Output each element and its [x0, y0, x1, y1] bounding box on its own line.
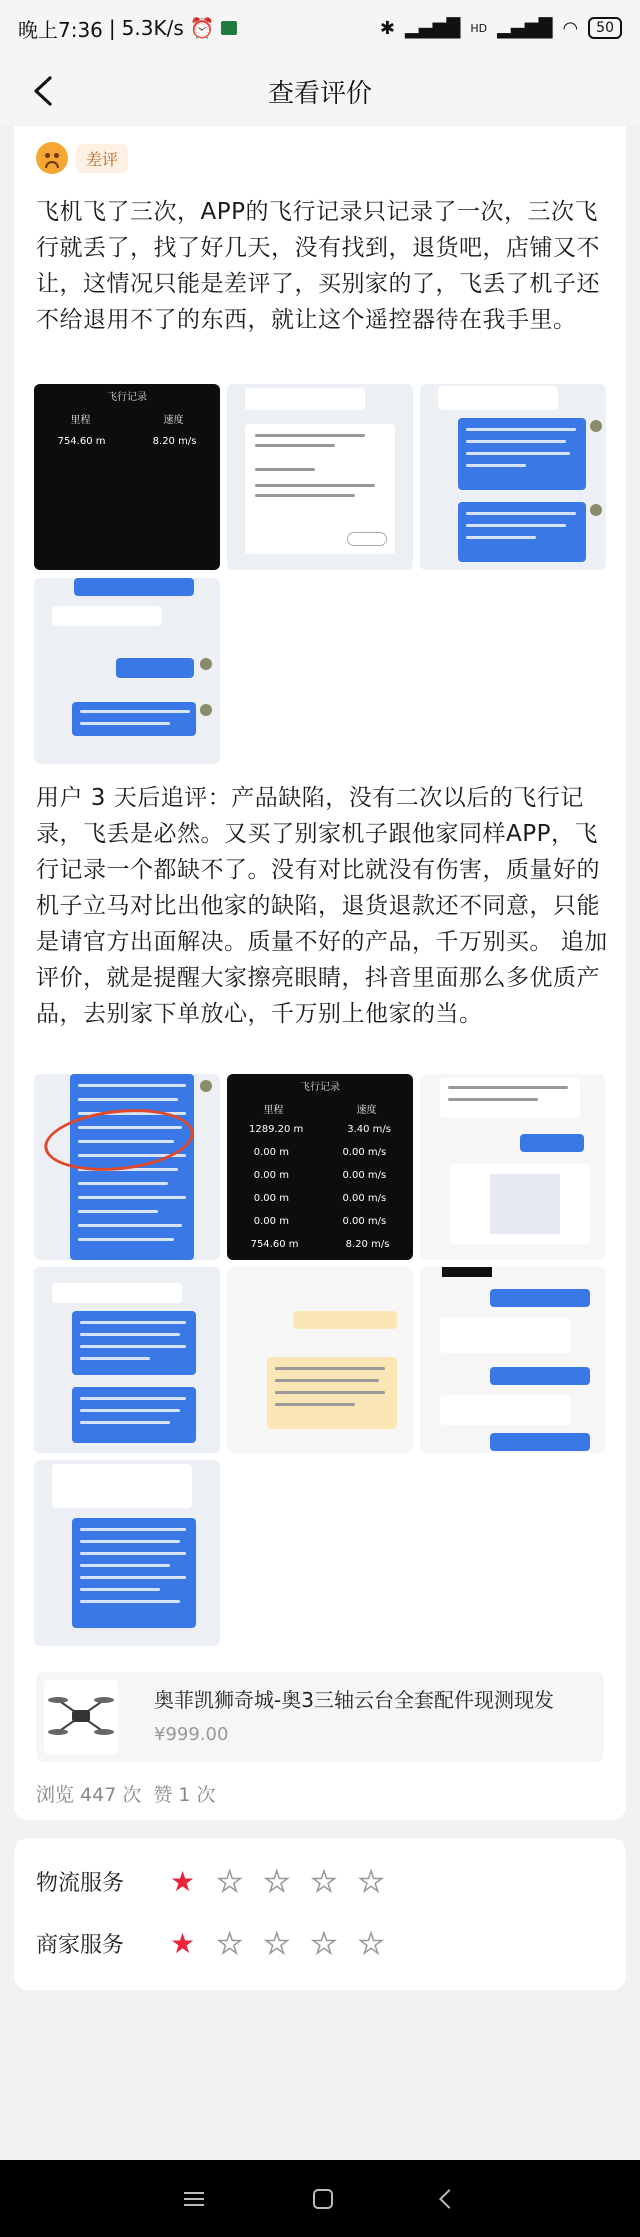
flight-log-col-speed: 速度	[163, 415, 184, 426]
flight-log-row-distance: 0.00 m	[253, 1170, 289, 1181]
rating-row	[36, 142, 128, 174]
like-count[interactable]: 赞 1 次	[153, 1784, 216, 1806]
review-image-5[interactable]	[34, 1074, 220, 1260]
product-image	[44, 1680, 118, 1754]
flight-log-row-speed: 0.00 m/s	[342, 1216, 387, 1227]
flight-log-row-speed: 0.00 m/s	[342, 1193, 387, 1204]
flight-log-speed: 8.20 m/s	[152, 436, 197, 447]
signal-icon: ▂▄▆█	[404, 17, 461, 39]
bluetooth-icon: ✱	[379, 17, 395, 39]
star-icon: ★	[264, 1926, 290, 1960]
merchant-star-rating	[170, 1926, 384, 1960]
flight-log-distance: 754.60 m	[57, 436, 106, 447]
home-icon[interactable]	[313, 2189, 333, 2209]
review-image-11[interactable]	[34, 1460, 220, 1646]
flight-log-row-speed: 3.40 m/s	[347, 1124, 391, 1135]
flight-log-row-distance: 0.00 m	[253, 1193, 289, 1204]
system-navigation-bar	[0, 2160, 640, 2237]
alarm-icon: ⏰	[189, 16, 215, 40]
flight-log-title-2: 飞行记录	[300, 1082, 340, 1093]
sad-face-icon	[36, 142, 68, 174]
app-notification-icon	[221, 21, 237, 35]
star-icon: ★	[358, 1926, 384, 1960]
merchant-service-row	[36, 1928, 384, 1959]
review-stats	[36, 1780, 216, 1807]
system-back-icon[interactable]	[439, 2189, 459, 2209]
service-label: 商家服务	[36, 1933, 125, 1958]
service-rating-card	[14, 1838, 626, 1990]
product-price: ¥999.00	[154, 1724, 229, 1745]
flight-log-row-distance: 1289.20 m	[248, 1124, 304, 1135]
logistics-star-rating	[170, 1864, 384, 1898]
flight-log-col-distance: 里程	[70, 415, 91, 426]
status-network-speed: 5.3K/s	[121, 16, 184, 40]
review-image-6[interactable]	[227, 1074, 413, 1260]
product-name: 奥菲凯狮奇城-奥3三轴云台全套配件现测现发	[154, 1688, 554, 1712]
star-icon: ★	[311, 1864, 337, 1898]
view-count: 浏览 447 次	[36, 1784, 142, 1806]
review-image-10[interactable]	[420, 1267, 606, 1453]
review-image-7[interactable]	[420, 1074, 606, 1260]
flight-log-row-speed: 0.00 m/s	[342, 1147, 387, 1158]
star-icon: ★	[264, 1864, 290, 1898]
flight-log-row-distance: 0.00 m	[253, 1147, 289, 1158]
rating-badge: 差评	[76, 144, 128, 173]
review-image-3[interactable]	[420, 384, 606, 570]
review-image-4[interactable]	[34, 578, 220, 764]
battery-indicator: 50	[588, 17, 622, 39]
flight-log-row-distance: 754.60 m	[250, 1239, 299, 1250]
signal-icon-2: ▂▄▆█	[497, 17, 553, 39]
flight-log-col-distance-2: 里程	[263, 1105, 284, 1116]
flight-log-row-speed: 0.00 m/s	[342, 1170, 387, 1181]
star-icon: ★	[217, 1864, 243, 1898]
flight-log-title: 飞行记录	[107, 392, 147, 403]
star-icon: ★	[217, 1926, 243, 1960]
flight-log-row-distance: 0.00 m	[253, 1216, 289, 1227]
drone-icon	[44, 1680, 118, 1754]
flight-log-col-speed-2: 速度	[356, 1105, 377, 1116]
review-image-2[interactable]	[227, 384, 413, 570]
star-icon: ★	[311, 1926, 337, 1960]
review-image-9[interactable]	[227, 1267, 413, 1453]
network-type: HD	[470, 21, 488, 35]
flight-log-row-speed: 8.20 m/s	[345, 1239, 390, 1250]
recents-icon[interactable]	[184, 2192, 204, 2206]
star-icon: ★	[170, 1926, 196, 1960]
back-icon[interactable]	[28, 74, 62, 108]
review-image-8[interactable]	[34, 1267, 220, 1453]
status-separator: |	[108, 16, 116, 40]
product-card[interactable]	[36, 1672, 604, 1762]
page-title: 查看评价	[267, 78, 372, 109]
review-image-1[interactable]	[34, 384, 220, 570]
review-card	[14, 126, 626, 1820]
star-icon: ★	[170, 1864, 196, 1898]
logistics-service-row	[36, 1866, 384, 1897]
service-label: 物流服务	[36, 1871, 125, 1896]
followup-review-text: 用户 3 天后追评：产品缺陷，没有二次以后的飞行记录，飞丢是必然。又买了别家机子跟他家同样APP，飞行记录一个都缺不了。没有对比就没有伤害，质量好的机子立马对比出他家的缺陷，退货退款还不同意，只能是请官方出面解决。质量不好的产品，千万别买。 追加评价，就是提醒大家擦亮眼睛，抖音里面那么多优质产品，去别家下单放心，千万别上他家的当。	[36, 785, 608, 1027]
status-bar	[0, 0, 640, 56]
star-icon: ★	[358, 1864, 384, 1898]
status-time: 晚上7:36	[18, 17, 103, 42]
wifi-icon: ◠	[562, 17, 579, 39]
nav-bar	[0, 56, 640, 126]
review-text: 飞机飞了三次，APP的飞行记录只记录了一次，三次飞行就丢了，找了好几天，没有找到，退货吧，店铺又不让，这情况只能是差评了，买别家的了，飞丢了机子还不给退用不了的东西，就让这个遥控器待在我手里。	[36, 199, 600, 333]
